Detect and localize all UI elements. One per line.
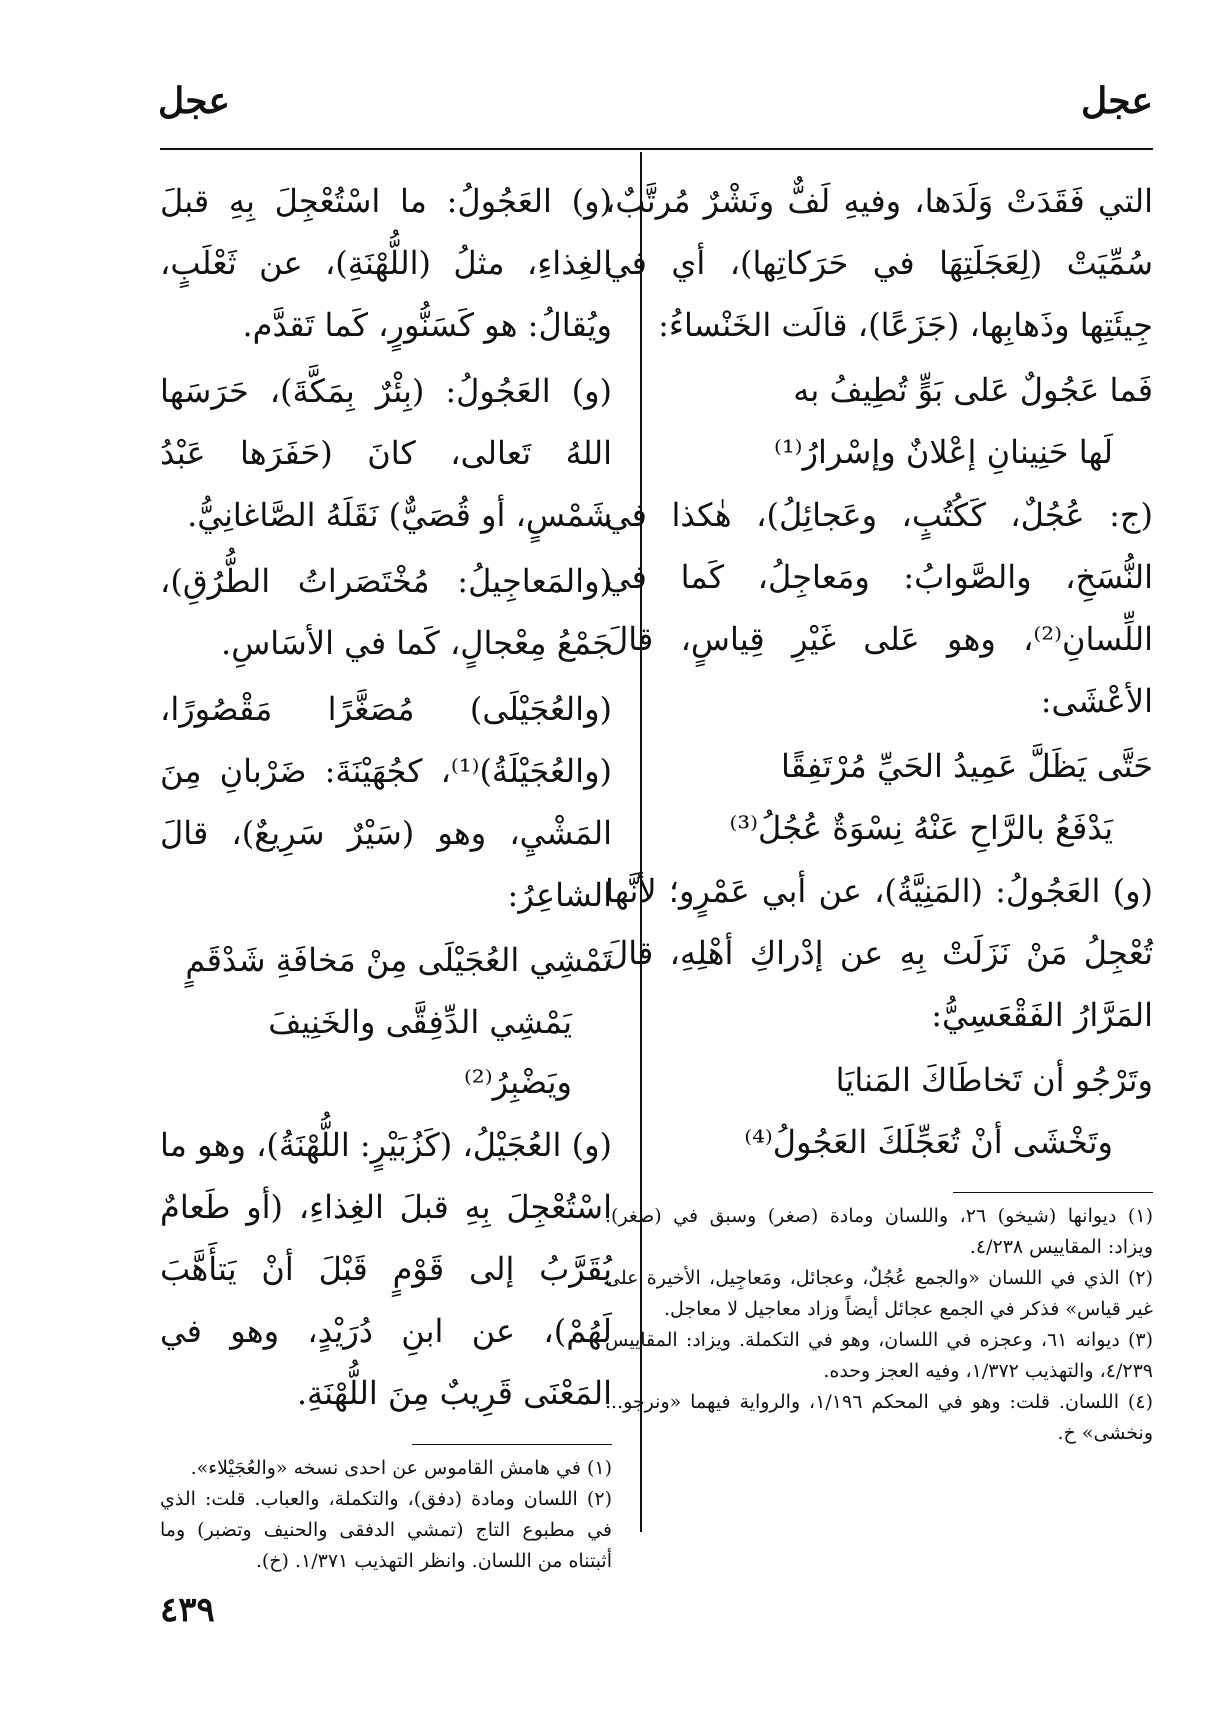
footnote: (٢) اللسان ومادة (دفق)، والتكملة، والعباب. قلت: الذي في مطبوع التاج (تمشي الدفقى والحنيف وتضبر) وما أثبتناه من اللسان. وانظر التهذيب ١/٣٧١. (خ). (160, 1488, 612, 1572)
footnote: (١) في هامش القاموس عن احدى نسخه «والعُجَيْلاء». (190, 1457, 612, 1479)
footnote: (١) ديوانها (شيخو) ٢٦، واللسان ومادة (صغر) وسبق في (صغر). ويزاد: المقاييس ٤/٢٣٨. (605, 1205, 1153, 1258)
entry-paragraph: (و) العَجُولُ: (المَنِيَّةُ)، عن أبي عَمْرٍو؛ لأنَّها تُعْجِلُ مَنْ نَزَلَتْ بِهِ عن إدْراكِ أهْلِهِ، قالَ المَرَّارُ الفَقْعَسِيُّ: (605, 872, 1153, 1034)
footnote-rule (953, 1192, 1153, 1193)
verse-line: وتَخْشَى أنْ تُعَجِّلَكَ العَجُولُ⁽⁴⁾ (744, 1123, 1113, 1161)
running-headword-left: عجل (158, 80, 230, 122)
page-number: ٤٣٩ (160, 1590, 215, 1630)
verse-line: تَمْشِي العُجَيْلَى مِنْ مَخافَةِ شَدْقَمٍ (185, 941, 612, 979)
right-column (605, 170, 1153, 1449)
entry-paragraph: (و) العُجَيْلُ، (كَزُبَيْرٍ: اللُّهْنَةُ)، وهو ما اسْتُعْجِلَ بِهِ قبلَ الغِذاءِ، (أو طَعامٌ يُقَرَّبُ إلى قَوْمٍ قَبْلَ أنْ يَتأَهَّبَ لَهُمْ)، عن ابنِ دُرَيْدٍ، وهو في المَعْنَى قَرِيبٌ مِنَ اللُّهْنَةِ. (160, 1126, 612, 1412)
running-headword-right: عجل (1081, 80, 1153, 122)
verse-line: حَتَّى يَظَلَّ عَمِيدُ الحَيِّ مُرْتَفِقًا (780, 747, 1153, 785)
verse-line: يَدْفَعُ بالرَّاحِ عَنْهُ نِسْوَةٌ عُجُلُ⁽³⁾ (729, 809, 1113, 847)
footnote-rule (412, 1444, 612, 1445)
entry-paragraph: (ج: عُجُلٌ، كَكُتُبٍ، وعَجائِلُ)، هٰكذا في النُّسَخِ، والصَّوابُ: ومَعاجِلُ، كَما في اللِّسانِ⁽²⁾، وهو عَلى غَيْرِ قِياسٍ، قالَ الأعْشَى: (605, 496, 1153, 720)
entry-paragraph: (و) العَجُولُ: ما اسْتُعْجِلَ بِهِ قبلَ الغِذاءِ، مثلُ (اللُّهْنَةِ)، عن ثَعْلَبٍ، ويُقالُ: هو كَسَنُّورٍ، كَما تَقدَّم. (160, 182, 612, 344)
entry-paragraph: (والمَعاجِيلُ: مُخْتَصَراتُ الطُّرُقِ)، جَمْعُ مِعْجالٍ، كَما في الأسَاسِ. (160, 562, 612, 662)
verse-line: يَمْشِي الدِّفِقَّى والخَنِيفَ ويَضْبِرُ⁽²⁾ (268, 1003, 572, 1101)
entry-paragraph: التي فَقَدَتْ وَلَدَها، وفيهِ لَفٌّ ونَشْرٌ مُرتَّبٌ، سُمِّيَتْ (لِعَجَلَتِهَا في حَرَكاتِها)، أي في جِيئَتِها وذَهابِها، (جَزَعًا)، قالَت الخَنْساءُ: (605, 182, 1153, 344)
verse-line: لَها حَنِينانِ إعْلانٌ وإسْرارُ⁽¹⁾ (773, 433, 1113, 471)
entry-paragraph: (والعُجَيْلَى) مُصَغَّرًا مَقْصُورًا، (والعُجَيْلَةُ)⁽¹⁾، كجُهَيْنَةَ: ضَرْبانِ مِنَ المَشْيِ، وهو (سَيْرٌ سَرِيعٌ)، قالَ الشاعِرُ: (160, 690, 612, 914)
footnote: (٤) اللسان. قلت: وهو في المحكم ١/١٩٦، والرواية فيهما «ونرجو... ونخشى» خ. (605, 1391, 1153, 1444)
verse-line: فَما عَجُولٌ عَلى بَوٍّ تُطِيفُ به (793, 371, 1153, 409)
left-column (160, 170, 612, 1577)
verse-line: وتَرْجُو أن تَخاطَاكَ المَنايَا (835, 1061, 1153, 1099)
entry-paragraph: (و) العَجُولُ: (بِئْرٌ بِمَكَّةَ)، حَرَسَها اللهُ تَعالى، كانَ (حَفَرَها عَبْدُ شَمْسٍ، أو قُصَيٌّ) نَقَلَهُ الصَّاغانِيُّ. (160, 372, 612, 534)
footnote: (٢) الذي في اللسان «والجمع عُجُلٌ، وعجائل، ومَعاجِيل، الأخيرة على غير قياس» فذكر في الجمع عجائل أيضاً وزاد معاجيل لا معاجل. (605, 1267, 1153, 1320)
footnote: (٣) ديوانه ٦١، وعجزه في اللسان، وهو في التكملة. ويزاد: المقاييس ٤/٢٣٩، والتهذيب ١/٣٧٢، وفيه العجز وحده. (605, 1329, 1153, 1382)
header-rule (160, 148, 1153, 150)
